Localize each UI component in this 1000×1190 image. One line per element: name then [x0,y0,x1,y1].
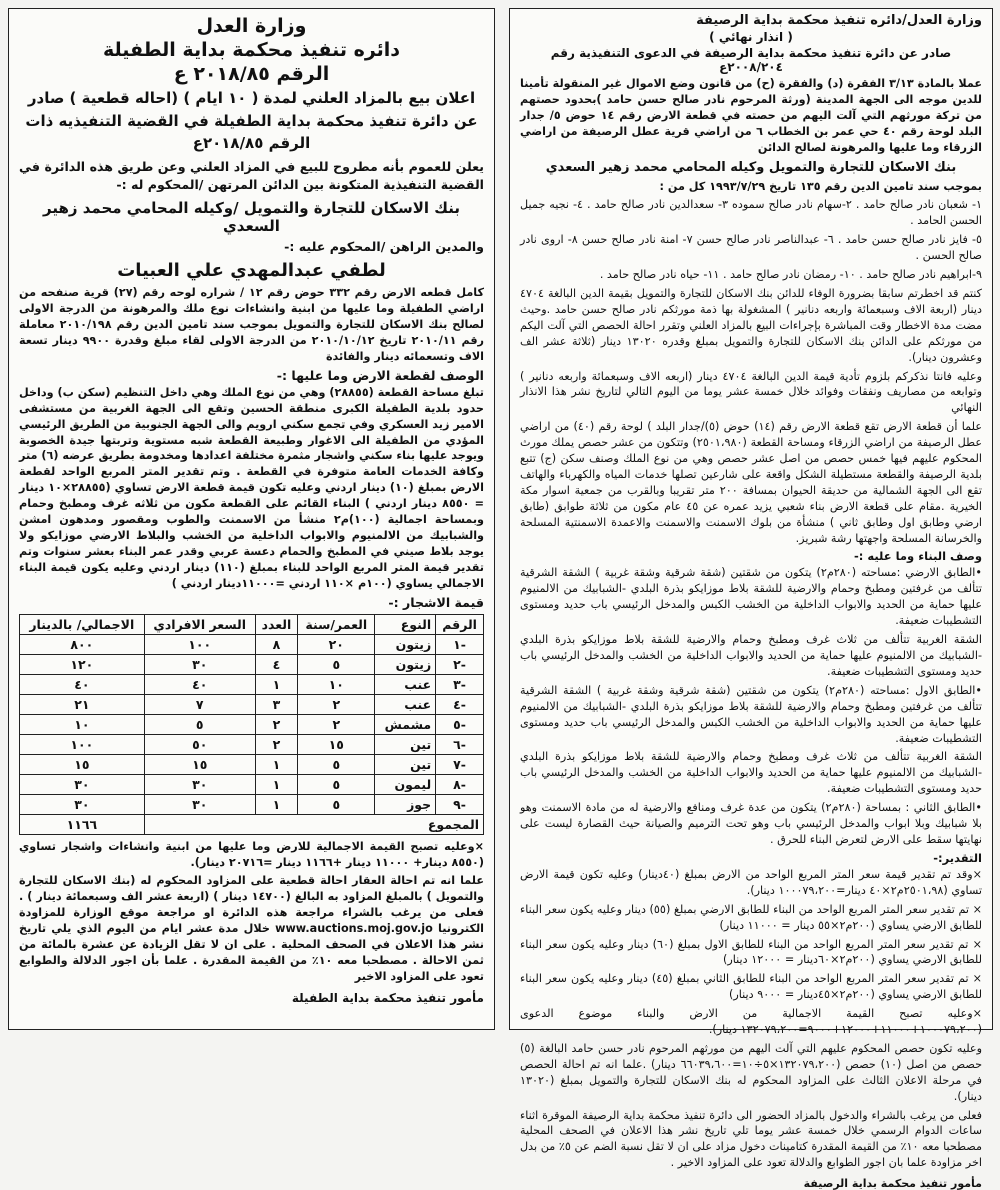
table-cell: عنب [375,674,436,694]
table-cell: ١٢٠ [20,654,145,674]
table-row [20,714,484,734]
table-cell: -٩ [436,794,484,814]
table-cell: ٥ [298,754,375,774]
table-cell: ٣٠ [144,654,255,674]
table-cell: ١ [255,674,297,694]
right-valuation-label: التقدير:- [933,850,982,865]
table-cell: عنب [375,694,436,714]
table-cell: -٣ [436,674,484,694]
table-cell: ٢ [298,714,375,734]
table-row [20,774,484,794]
table-cell: ١٠٠ [20,734,145,754]
left-para-1: كامل قطعه الارض رقم ٣٣٢ حوض رقم ١٢ / شراره لوحه رقم (٢٧) قرية صنفحه من اراضي الطفيلة وما عليها من ابنية وانشاءات نوع ملك والمرهونة من الدرجة الاولى لصالح بنك الاسكان للتجارة والتمويل بموجب سند تامين الدين رقم ٢٠١٠/١٩٨ معاملة رقم ٢٠١٠/١١ تاريخ ٢٠١٠/١٠/١٢ من الدرجة الاولى لقاء مبلغ وقدرة ٩٩٠٠ دينار تسعة الاف وتسعمائه دينار والفائدة [19,286,485,363]
table-cell: -٤ [436,694,484,714]
table-cell: ٥ [144,714,255,734]
table-cell: ٢ [298,694,375,714]
right-para-11: وعليه تكون حصص المحكوم عليهم التي آلت اليهم من مورثهم المرحوم نادر حسن حامد البالغة (٥) حصص من اصل (١٠) حصص (١٣٢٠٧٩،٢٠٠×٥÷١٠=٦٦٠٣٩،٦٠٠ دينار) .علما انه تم احالة الحصص في مرحلة الاعلان الثالث على المزاود المحكوم له بنك الاسكان للتجارة والتمويل بمبلغ (١٣٠٢٠ دينار). [520,1041,982,1103]
trees-table-header [20,614,484,634]
table-cell: ١٠ [20,714,145,734]
table-cell: زيتون [375,654,436,674]
table-row [20,794,484,814]
right-valuation-3: × تم تقدير سعر المتر المربع الواحد من البناء للطابق الاول بمبلغ (٦٠) دينار وعليه يكون سعر البناء للطابق الارضي يساوي (٢٠٠م٢×٦٠دينار = ١٢٠٠٠ دينار) [520,937,982,967]
table-cell: ٣ [255,694,297,714]
left-para-3: ×وعليه تصبح القيمة الاجمالية للارض وما عليها من ابنية وانشاءات واشجار تساوي (٨٥٥٠ دينار+ ١١٠٠٠ دينار +١١٦٦ دينار =٢٠٧١٦ دينار). [19,839,484,869]
right-para-6: •الطابق الارضي :مساحته (٢٨٠م٢) يتكون من شقتين (شقة شرقية وشقة غربية ) الشقة الشرقية تتألف من غرفتين ومطبخ وحمام والارضية للشقة بلاط موزايكو بذرة البلدي -الشبابيك من الالمنيوم عليها حماية من الحديد والابواب الداخلية من الخشب الكبس والمدخل الرئيسي باب حديد ومستوى التشطيبات ضعيفة. [520,566,982,628]
table-row [20,734,484,754]
table-cell: -٦ [436,734,484,754]
table-cell: ٣٠ [20,794,145,814]
left-ministry: وزارة العدل [196,15,307,37]
left-number: الرقم ٢٠١٨/٨٥ ع [173,63,330,85]
table-cell: ٣٠ [20,774,145,794]
table-cell: تين [375,734,436,754]
table-row [20,694,484,714]
table-cell: -٧ [436,754,484,774]
table-cell: ٥ [298,794,375,814]
right-header-ministry: وزارة العدل/دائره تنفيذ محكمة بداية الرصيفة [696,13,982,28]
table-header-cell: العمر/سنة [298,614,375,634]
right-header-issued: صادر عن دائرة تنفيذ محكمة بداية الرصيفة في الدعوى التنفيذية رقم ٢٠٠٨/٢٠٤ع [550,46,952,74]
right-para-10: •الطابق الثاني : بمساحة (٢٨٠م٢) يتكون من عدة غرف ومنافع والارضية له من مادة الاسمنت وهو بلا شبابيك وبلا ابواب والمدخل الرئيسي باب وهو تحت الترميم والصيانة حيث القصارة ليست على نهايتها سقط على الارض لتعرض البناء للحرق . [520,801,982,846]
table-header-cell: النوع [375,614,436,634]
trees-table [19,614,484,835]
table-cell: تين [375,754,436,774]
table-row [20,754,484,774]
table-cell: ٣٠ [144,794,255,814]
table-total-label: المجموع [144,814,483,834]
left-trees-label: قيمة الاشجار :- [388,594,484,610]
table-cell: ١٥ [144,754,255,774]
left-description-label: الوصف لقطعة الارض وما عليها :- [276,367,484,383]
table-cell: ليمون [375,774,436,794]
right-para-12: فعلى من يرغب بالشراء والدخول بالمزاد الحضور الى دائرة تنفيذ محكمة بداية الرصيفة الموقرة اثناء ساعات الدوام الرسمي خلال خمسة عشر يوما تلي تاريخ نشر هذا الاعلان في الصحف المحلية مصطحبا معه ١٠٪ من القيمة المقدرة كتامينات دخول مزاد على ان لا تقل نسبة الضم عن ٥٪ من بدل اخر مزاودة علما بان اجور الطوابع والدلالة تعود على المزاود الاخير . [520,1108,982,1170]
right-para-8: •الطابق الاول :مساحته (٢٨٠م٢) يتكون من شقتين (شقة شرقية وشقة غربية ) الشقة الشرقية تتألف من غرفتين ومطبخ وحمام والارضية للشقة بلاط موزايكو بذرة البلدي -الشبابيك من الالمنيوم عليها حماية من الحديد والابواب الداخلية من الخشب الكبس والمدخل الرئيسي باب حديد ومستوى التشطيبات ضعيفة. [520,683,983,745]
table-cell: -٥ [436,714,484,734]
left-intro: يعلن للعموم بأنه مطروح للبيع في المزاد العلني وعن طريق هذه الدائرة في القضية التنفيذية المتكونة بين الدائن المرتهن /المحكوم له :- [19,158,484,193]
table-cell: ٢ [255,734,297,754]
table-cell: ٤٠ [20,674,145,694]
right-heirs-3: ٩-ابراهيم نادر صالح حامد . ١٠- رمضان نادر صالح حامد . ١١- حياه نادر صالح حامد . [599,268,982,282]
table-cell: ٢١ [20,694,145,714]
left-debtor: لطفي عبدالمهدي علي العبيات [117,260,386,282]
table-cell: ١٠ [298,674,375,694]
left-court: دائره تنفيذ محكمة بداية الطفيلة [102,39,401,61]
right-header-notice-type: ( انذار نهائي ) [709,30,793,44]
table-header-cell: العدد [255,614,297,634]
table-total-value: ١١٦٦ [20,814,145,834]
table-cell: ٣٠ [144,774,255,794]
table-cell: -٢ [436,654,484,674]
table-cell: جوز [375,794,436,814]
left-signature: مأمور تنفيذ محكمة بداية الطفيلة [291,990,484,1005]
left-debtor-label: والمدين الراهن /المحكوم عليه :- [284,239,484,255]
table-header-cell: الرقم [436,614,484,634]
trees-table-body [20,634,484,814]
table-cell: ١ [255,754,297,774]
table-cell: ٢٠ [298,634,375,654]
left-creditor: بنك الاسكان للتجارة والتمويل /وكيله المحامي محمد زهير السعدي [43,199,460,236]
right-para-3: كنتم قد اخطرتم سابقا بضرورة الوفاء للدائن بنك الاسكان للتجارة والتمويل بقيمة الدين البالغة ٤٧٠٤ دينار (اربعة الاف وسبعمائة واربعه دنانير ) المشغولة بها ذمة مورثكم نادر صالح حسن حامد .وحيث مضت مدة الاخطار وقت المباشرة بإجراءات البيع بالمزاد العلني وتقرر احالة الحصص التي آلت اليكم من مورثكم على الدائن بنك الاسكان للتجارة والتمويل بمبلغ وقدره ١٣٠٢٠ دينار (ثلاثة عشر الف وعشرون دينار). [520,286,982,364]
table-cell: -٨ [436,774,484,794]
table-cell: ١٠٠ [144,634,255,654]
table-row [20,634,484,654]
right-creditor: بنك الاسكان للتجارة والتمويل وكيله المحامي محمد زهير السعدي [545,159,957,175]
right-valuation-2: × تم تقدير سعر المتر المربع الواحد من البناء للطابق الارضي بمبلغ (٥٥) دينار وعليه يكون سعر البناء للطابق الارضي يساوي (٢٠٠م٢×٥٥ دينار = ١١٠٠٠ دينار) [520,902,982,932]
table-cell: ١٥ [298,734,375,754]
table-cell: زيتون [375,634,436,654]
right-valuation-1: ×وقد تم تقدير قيمة سعر المتر المربع الواحد من الارض بمبلغ (٤٠دينار) وعليه تكون قيمة الارض تساوي (٢٥٠١،٩٨م٢×٤٠ دينار=١٠٠٠٧٩،٢٠٠ دينار). [520,867,982,897]
table-cell: ٥ [298,654,375,674]
right-para-7: الشقة الغربية تتألف من ثلاث غرف ومطبخ وحمام والارضية للشقة بلاط موزايكو بذرة البلدي -الشبابيك من الالمنيوم عليها حماية من الحديد والابواب الداخلية من الخشب والمدخل الرئيسي باب حديد ومستوى التشطيبات ضعيفة. [520,633,982,678]
right-para-2: بموجب سند تامين الدين رقم ١٣٥ تاريخ ١٩٩٣/٧/٢٩ كل من : [659,179,982,193]
right-para-9: الشقة الغربية تتألف من ثلاث غرف ومطبخ وحمام والارضية للشقة بلاط موزايكو بذرة البلدي -الشبابيك من الالمنيوم عليها حماية من الحديد والابواب الداخلية من الخشب والمدخل الرئيسي باب حديد ومستوى التشطيبات ضعيفة. [520,750,982,796]
right-building-label: وصف البناء وما عليه :- [854,549,982,564]
right-heirs-1: ١- شعبان نادر صالح حامد . ٢-سهام نادر صالح سموده ٣- سعدالدين نادر صالح حامد . ٤- نجيه جميل الحسن الحامد . [520,198,982,228]
table-header-cell: الاجمالي/ بالدينار [20,614,145,634]
table-cell: ٨٠٠ [20,634,145,654]
table-cell: ١ [255,774,297,794]
tafila-auction-notice [8,8,495,1030]
table-cell: -١ [436,634,484,654]
table-cell: ٢ [255,714,297,734]
table-cell: مشمش [375,714,436,734]
right-signature: مأمور تنفيذ محكمة بداية الرصيفة [803,1177,982,1190]
right-heirs-2: ٥- فايز نادر صالح حسن حامد . ٦- عبدالناصر نادر صالح حسن ٧- امنة نادر صالح حسن ٨- اروى نادر صالح الحسن . [520,233,983,263]
table-cell: ٨ [255,634,297,654]
left-headline: اعلان بيع بالمزاد العلني لمدة ( ١٠ ايام ) (احاله قطعية ) صادر عن دائرة تنفيذ محكمة بداية الطفيلة في القضية التنفيذيه ذات الرقم ٢٠١٨/٨٥ع [25,89,478,152]
table-header-cell: السعر الافرادي [144,614,255,634]
table-cell: ١ [255,794,297,814]
table-cell: ٥٠ [144,734,255,754]
table-row [20,674,484,694]
table-cell: ٥ [298,774,375,794]
left-para-2: تبلغ مساحة القطعة (٢٨٨٥٥) وهي من نوع الملك وهي داخل التنظيم (سكن ب) وداخل حدود بلدية الطفيلة الكبرى منطقة الحسين وتقع الى الجهة الغربية من مستشفى الامير زيد العسكري وفي تجمع سكني ارويم والى الجهة الجنوبية من الطريق الرئيسي المؤدي من الطفيلة الى الاغوار وطبيعة القطعة شبه مستوية وتربتها جيدة الخصوبة ويوجد عليها بناء سكني واشجار مثمرة مختلفة اعدادها ومخدومة بطريق عرضه (٦) متر وكافة الخدمات العامة متوفرة في القطعة . وتم تقدير المتر المربع الواحد لقطعة الارض بمبلغ (١٠) دينار اردني وعليه تكون قيمة قطعة الارض تساوي (٢٨٨٥٥×١٠ دينار = ٨٥٥٠ دينار اردني ) البناء القائم على القطعة مكون من ثلاثه غرف ومطبخ وحمام وبمساحة اجمالية (١٠٠)م٢ منشأ من الاسمنت والطوب ومقصور ومدهون امشن والشبابيك من الالمنيوم والابواب الداخلية من الخشب والبلاط الارضي موزايكو ولا يوجد بلاط صيني في المطبخ والحمام دعسة عربي وقدر عمر البناء بعشر سنوات وتم تقدير قيمة المتر المربع الواحد للبناء بمبلغ (١١٠) دينار اردني وعليه يكون قيمة البناء الاجمالي يساوي (١٠٠م ×١١٠ اردني =١١٠٠٠دينار اردني ) [19,385,484,590]
right-para-1: عملا بالمادة ٣/١٣ الفقرة (د) والفقرة (ح) من قانون وضع الاموال غير المنقولة تأمينا للدين موجه الى الجهة المدينة (ورثة المرحوم نادر صالح حسن حامد )بحدود حصتهم من تركة مورثهم التي آلت اليهم من حصته في قطعة الارض رقم ١٤ حوض ٥/ جدار البلد لوحة رقم ٤٠ حي عمر بن الخطاب ٦ من اراضي قرية عطل الرصيفة من اراضي الزرقاء وما عليها والمرهونة لصالح الدائن [520,77,982,154]
table-cell: ٤ [255,654,297,674]
left-para-4: علما انه تم احالة العقار احالة قطعية على المزاود المحكوم له (بنك الاسكان للتجارة والتمويل ) بالمبلغ المزاود به البالغ (١٤٧٠٠ دينار ) (اربعة عشر الف وسبعمائة دينار ) . فعلى من يرغب بالشراء مراجعة هذه الدائرة او مراجعة موقع الوزارة للمزاودة الكترونيا www.auctions.moj.gov.jo خلال مدة عشر ايام من اليوم الذي يلي تاريخ نشر هذا الاعلان في الصحف المحلية . على ان لا تقل الزيادة عن عشرة بالمائة من ثمن الاحالة . مصطحبا معه ١٠٪ من القيمة المقدرة . علما بأن اجور الدلالة والطوابع تعود على المزاود الاخير [19,874,484,983]
table-cell: ١٥ [20,754,145,774]
right-para-4: وعليه فانتا نذكركم بلزوم تأدية قيمة الدين البالغة ٤٧٠٤ دينار (اربعه الاف وسبعمائة واربعه دنانير ) وتوابعه من مصاريف ونفقات وفوائد خلال خمسة عشر يوما من اليوم التالي لتاريخ نشر هذا الانذار النهائي [520,369,982,415]
right-valuation-4: × تم تقدير سعر المتر المربع الواحد من البناء للطابق الثاني بمبلغ (٤٥) دينار وعليه يكون سعر البناء للطابق الارضي يساوي (٢٠٠م٢×٤٥دينار = ٩٠٠٠ دينار) [520,972,982,1002]
table-cell: ٧ [144,694,255,714]
trees-table-total-row [20,814,484,834]
table-cell: ٤٠ [144,674,255,694]
rusaifa-final-notice [509,8,993,1190]
right-valuation-5: ×وعليه تصبح القيمة الاجمالية من الارض والبناء موضوع الدعوى (١٠٠٠٧٩،٢٠٠+١١٠٠٠+١٢٠٠٠+٩٠٠٠=١٣٢٠٧٩،٢٠٠ دينار). [520,1007,982,1037]
right-para-5: علما أن قطعة الارض تقع قطعة الارض رقم (١٤) حوض (٥)/جدار البلد ) لوحة رقم (٤٠) من اراضي عطل الرصيفة من اراضي الزرقاء ومساحة القطعة (٢٥٠١،٩٨٠) وتتكون من عشر حصص يملك مورث المحكوم عليهم فيها خمس حصص من اصل عشر حصص وهي من نوع الملك وصنف سكن (ج) تتبع بلدية الرصيفة والقطعة مستطيلة الشكل واقعة على شارعين تصلها خدمات المياه والكهرباء والهاتف تقع الى الجهة الشمالية من حديقة الحيوان بمسافة ٢٠٠ متر تقريبا وبالقرب من جمعية اسوار مكة الخيرية .مقام على قطعة الارض بناء شعبي يزيد عمره عن ٤٥ عام مكون من ثلاثة طوابق (طابق ارضي وطابق اول وطابق ثاني ) منشأة من بلوك الاسمنت والاسمنت والاعمدة الاسمنتية المسلحة والخرسانة المسلحة واجهتها رشة شبريز. [520,420,982,545]
table-row [20,654,484,674]
